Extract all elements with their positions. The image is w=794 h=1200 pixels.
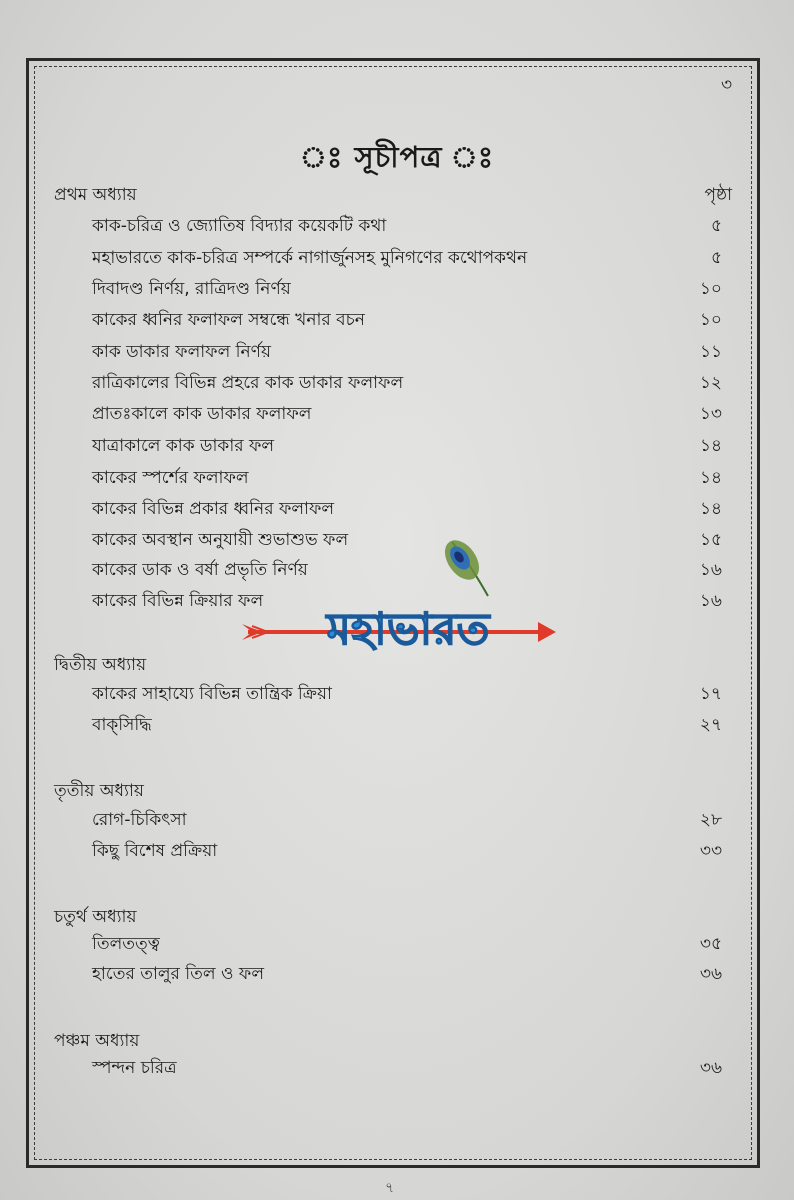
entry-label: রোগ-চিকিৎসা [92, 810, 187, 830]
entry-label: স্পন্দন চরিত্র [92, 1058, 177, 1078]
entry-page: ১১ [699, 342, 722, 362]
chapter-heading: পঞ্চম অধ্যায় [54, 1031, 140, 1051]
entry-label: কিছু বিশেষ প্রক্রিয়া [92, 841, 218, 861]
entry-label: কাকের স্পর্শের ফলাফল [92, 468, 249, 488]
toc-entry [92, 275, 722, 303]
page-number: ৩ [720, 75, 732, 95]
entry-label: প্রাতঃকালে কাক ডাকার ফলাফল [92, 404, 312, 424]
entry-page: ২৮ [699, 810, 722, 830]
entry-page: ১৪ [699, 499, 722, 519]
entry-label: কাকের বিভিন্ন প্রকার ধ্বনির ফলাফল [92, 499, 335, 519]
entry-page: ১০ [699, 279, 722, 299]
entry-label: হাতের তালুর তিল ও ফল [92, 964, 265, 984]
entry-label: দিবাদণ্ড নির্ণয়, রাত্রিদণ্ড নির্ণয় [92, 279, 291, 299]
toc-entry [92, 212, 722, 240]
toc-entry [92, 464, 722, 492]
entry-page: ৩৫ [699, 934, 722, 954]
chapter-heading: প্রথম অধ্যায় [54, 185, 137, 205]
entry-label: কাকের অবস্থান অনুযায়ী শুভাশুভ ফল [92, 530, 349, 550]
entry-page: ৩৩ [699, 841, 722, 861]
entry-label: কাক-চরিত্র ও জ্যোতিষ বিদ্যার কয়েকটি কথা [92, 216, 387, 236]
toc-entry [92, 806, 722, 834]
entry-page: ৩৬ [699, 1058, 722, 1078]
chapter-heading: দ্বিতীয় অধ্যায় [54, 655, 147, 675]
entry-label: কাক ডাকার ফলাফল নির্ণয় [92, 342, 271, 362]
watermark-text: মহাভারত [326, 604, 490, 654]
toc-entry [92, 711, 722, 739]
toc-entry [92, 680, 722, 708]
entry-label: যাত্রাকালে কাক ডাকার ফল [92, 436, 275, 456]
entry-page: ১৬ [699, 591, 722, 611]
toc-entry [92, 432, 722, 460]
entry-label: রাত্রিকালের বিভিন্ন প্রহরে কাক ডাকার ফলাফল [92, 373, 404, 393]
entry-page: ১৭ [699, 684, 722, 704]
entry-label: বাক্‌সিদ্ধি [92, 715, 152, 735]
entry-label: কাকের সাহায্যে বিভিন্ন তান্ত্রিক ক্রিয়া [92, 684, 332, 704]
page-column-heading: পৃষ্ঠা [704, 185, 732, 205]
toc-entry [92, 960, 722, 988]
entry-label: মহাভারতে কাক-চরিত্র সম্পর্কে নাগার্জুনসহ মুনিগণের কথোপকথন [92, 248, 528, 268]
peacock-feather-icon [438, 534, 488, 596]
entry-label: কাকের বিভিন্ন ক্রিয়ার ফল [92, 591, 264, 611]
entry-page: ১৪ [699, 468, 722, 488]
toc-entry [92, 244, 722, 272]
toc-entry [92, 400, 722, 428]
toc-entry [92, 1054, 722, 1082]
entry-page: ১০ [699, 310, 722, 330]
entry-page: ৩৬ [699, 964, 722, 984]
chapter-heading: তৃতীয় অধ্যায় [54, 781, 144, 801]
entry-page: ১৫ [699, 530, 722, 550]
entry-page: ১২ [699, 373, 722, 393]
toc-entry [92, 495, 722, 523]
entry-label: তিলতত্ত্ব [92, 934, 160, 954]
entry-page: ১৪ [699, 436, 722, 456]
page-title: ঃ সূচীপত্র ঃ [299, 140, 495, 174]
toc-entry [92, 338, 722, 366]
entry-page: ১৬ [699, 560, 722, 580]
entry-page: ২৭ [699, 715, 722, 735]
entry-label: কাকের ডাক ও বর্ষা প্রভৃতি নির্ণয় [92, 560, 308, 580]
toc-entry [92, 369, 722, 397]
bottom-page-mark: ৭ [385, 1180, 395, 1196]
entry-page: ১৩ [699, 404, 722, 424]
chapter-heading: চতুর্থ অধ্যায় [54, 907, 137, 927]
toc-entry [92, 837, 722, 865]
toc-entry [92, 306, 722, 334]
entry-label: কাকের ধ্বনির ফলাফল সম্বন্ধে খনার বচন [92, 310, 365, 330]
entry-page: ৫ [710, 216, 722, 236]
toc-entry [92, 930, 722, 958]
entry-page: ৫ [710, 248, 722, 268]
watermark-logo [238, 534, 558, 654]
